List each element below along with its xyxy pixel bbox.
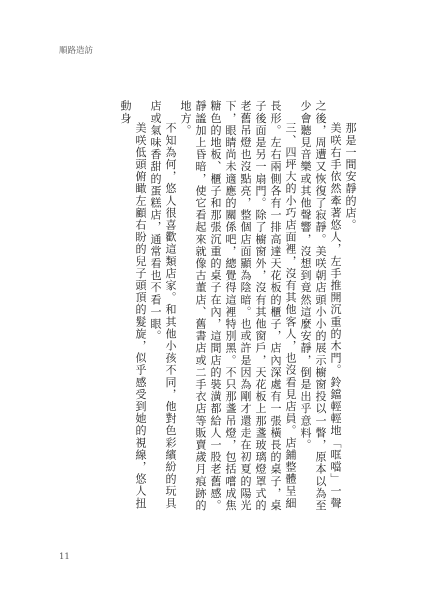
paragraph-3: 三、四坪大的小巧店面裡，沒有其他客人，也沒看見店員。店鋪整體呈細長形。左右兩側各有一排高達天花板的櫃子，店內深處有一張橫長的桌子，桌子後面是另一扇門。除了櫥窗外，沒有其他窗戶，天花板上那盞玻璃燈罩式的老舊吊燈也沒點亮，整個店面顯為陰暗。也或許是因為剛才還走在初夏的陽光下，眼睛尚未適應的關係吧，總覺得這裡特別黑。不只那盞吊燈，包括嚐成焦糖色的地板、櫃子和那張沉重的桌子在內，這間店的裝潢都給人一股老舊感。靜謐加上昏暗，使它看起來就像古董店、舊書店或二手衣店等販賣歲月痕跡的地方。 <box>179 100 297 512</box>
paragraph-2: 美咲右手依然牽著悠人，左手推開沉重的木門。鈴鐺輕輕地「哐噹」一聲之後，周遭又恢復了寂靜。美咲朝店頭小小的展示櫥窗投以一瞥，原本以為至少會聽見音樂或其他聲響，沒想到竟然這麼安靜，倒是出乎意料。 <box>299 100 342 512</box>
running-header-title: 順路造訪 <box>59 46 94 56</box>
paragraph-1: 那是一間安靜的店。 <box>344 122 357 231</box>
paragraph-5: 美咲低頭俯瞰左顧右盼的兒子頭頂的髮旋，似乎感受到她的視線，悠人扭動身 <box>119 100 147 510</box>
vertical-body-text <box>60 100 358 520</box>
page-number: 11 <box>59 552 70 562</box>
paragraph-4: 不知為何，悠人很喜歡這類店家。和其他小孩不同，他對色彩繽紛的玩具店或氣味香甜的蛋糕店，通常看也不看一眼。 <box>149 100 177 510</box>
